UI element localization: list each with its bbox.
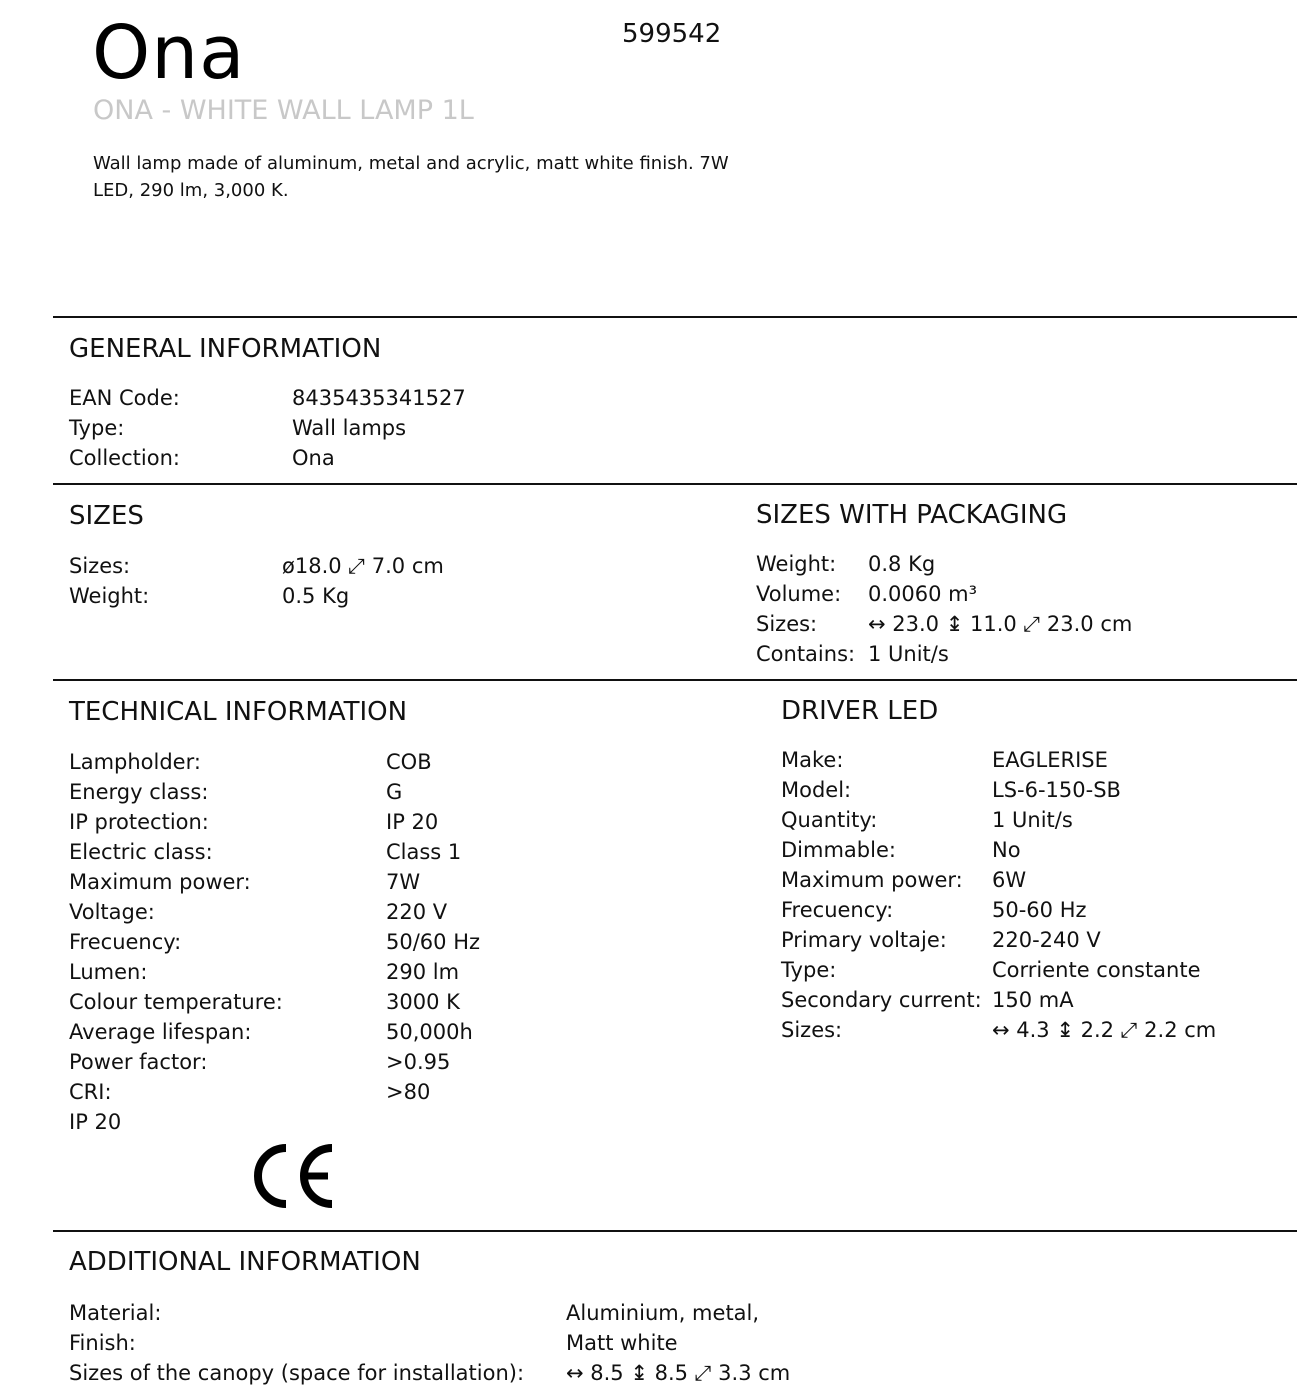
product-description: Wall lamp made of aluminum, metal and acrylic, matt white finish. 7W LED, 290 lm, 3,000 K.: [93, 153, 729, 201]
spec-label: IP protection:: [69, 810, 209, 834]
spec-label: Secondary current:: [781, 988, 982, 1012]
spec-label: Make:: [781, 748, 844, 772]
spec-label: Electric class:: [69, 840, 213, 864]
spec-label: Lampholder:: [69, 750, 201, 774]
spec-value: EAGLERISE: [992, 748, 1108, 772]
spec-value: LS-6-150-SB: [992, 778, 1121, 802]
general-information-heading: GENERAL INFORMATION: [69, 334, 382, 364]
spec-label: Colour temperature:: [69, 990, 283, 1014]
spec-value: ↔ 8.5 ↨ 8.5 ⤢ 3.3 cm: [566, 1361, 791, 1385]
spec-label: Dimmable:: [781, 838, 896, 862]
spec-label: EAN Code:: [69, 386, 180, 410]
spec-value: ↔ 4.3 ↨ 2.2 ⤢ 2.2 cm: [992, 1018, 1217, 1042]
spec-label: Lumen:: [69, 960, 148, 984]
spec-label: Frecuency:: [69, 930, 182, 954]
ce-mark-icon: [248, 1140, 338, 1212]
spec-value: 50/60 Hz: [386, 930, 481, 954]
technical-information-heading: TECHNICAL INFORMATION: [69, 697, 408, 727]
spec-label: Weight:: [69, 584, 150, 608]
spec-value: COB: [386, 750, 432, 774]
spec-label: Contains:: [756, 642, 856, 666]
spec-label: Maximum power:: [781, 868, 963, 892]
spec-value: 3000 K: [386, 990, 460, 1014]
spec-label: Average lifespan:: [69, 1020, 252, 1044]
spec-value: 0.8 Kg: [868, 552, 936, 576]
product-title: Ona: [92, 10, 246, 96]
spec-value: 220 V: [386, 900, 448, 924]
spec-label: Sizes of the canopy (space for installation):: [69, 1361, 525, 1385]
spec-value: IP 20: [386, 810, 439, 834]
spec-label: Type:: [781, 958, 837, 982]
packaging-sizes-heading: SIZES WITH PACKAGING: [756, 500, 1068, 530]
spec-label: Sizes:: [69, 554, 131, 578]
spec-label: Collection:: [69, 446, 180, 470]
spec-value: 220-240 V: [992, 928, 1101, 952]
spec-label: Sizes:: [781, 1018, 843, 1042]
spec-value: G: [386, 780, 403, 804]
spec-label: Energy class:: [69, 780, 209, 804]
divider: [53, 679, 1297, 681]
spec-value: Matt white: [566, 1331, 678, 1355]
spec-label: Type:: [69, 416, 125, 440]
driver-led-heading: DRIVER LED: [781, 696, 939, 726]
spec-label: Maximum power:: [69, 870, 251, 894]
spec-value: Aluminium, metal,: [566, 1301, 760, 1325]
spec-label: Weight:: [756, 552, 837, 576]
spec-label: Power factor:: [69, 1050, 208, 1074]
spec-label: Voltage:: [69, 900, 155, 924]
spec-label: Frecuency:: [781, 898, 894, 922]
spec-value: Class 1: [386, 840, 462, 864]
spec-value: 7W: [386, 870, 421, 894]
spec-value: 50-60 Hz: [992, 898, 1087, 922]
spec-label: Sizes:: [756, 612, 818, 636]
divider: [53, 483, 1297, 485]
spec-label: Primary voltaje:: [781, 928, 947, 952]
spec-value: Corriente constante: [992, 958, 1201, 982]
additional-information-heading: ADDITIONAL INFORMATION: [69, 1247, 421, 1277]
spec-value: 8435435341527: [292, 386, 466, 410]
spec-value: 290 lm: [386, 960, 460, 984]
sizes-heading: SIZES: [69, 501, 144, 531]
divider: [53, 316, 1297, 318]
spec-label: Quantity:: [781, 808, 878, 832]
divider: [53, 1230, 1297, 1232]
spec-value: >0.95: [386, 1050, 451, 1074]
spec-value: No: [992, 838, 1021, 862]
spec-label: CRI:: [69, 1080, 112, 1104]
spec-value: 0.5 Kg: [282, 584, 350, 608]
spec-value: 150 mA: [992, 988, 1074, 1012]
product-code: 599542: [622, 19, 722, 49]
spec-value: 1 Unit/s: [992, 808, 1073, 832]
spec-value: Ona: [292, 446, 335, 470]
spec-value: 50,000h: [386, 1020, 473, 1044]
spec-value: ø18.0 ⤢ 7.0 cm: [282, 554, 444, 578]
spec-value: 6W: [992, 868, 1027, 892]
spec-label: Model:: [781, 778, 852, 802]
spec-label: Material:: [69, 1301, 162, 1325]
spec-value: >80: [386, 1080, 431, 1104]
ip-rating-note: IP 20: [69, 1110, 122, 1134]
product-subtitle: ONA - WHITE WALL LAMP 1L: [93, 95, 474, 126]
spec-value: 1 Unit/s: [868, 642, 949, 666]
spec-value: ↔ 23.0 ↨ 11.0 ⤢ 23.0 cm: [868, 612, 1133, 636]
spec-value: Wall lamps: [292, 416, 407, 440]
spec-label: Finish:: [69, 1331, 136, 1355]
spec-label: Volume:: [756, 582, 842, 606]
spec-value: 0.0060 m³: [868, 582, 978, 606]
